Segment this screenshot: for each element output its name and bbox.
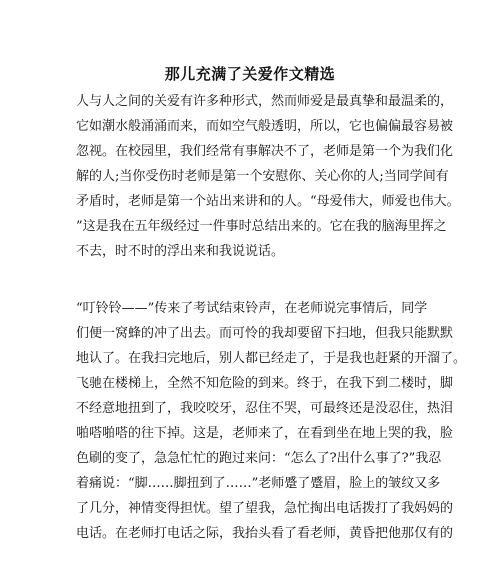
paragraph-1-line-6: ”这是我在五年级经过一件事时总结出来的。它在我的脑海里挥之 bbox=[76, 219, 447, 234]
paragraph-1-line-2: 它如潮水般涌涌而来，而如空气般透明，所以，它也偏偏最容易被 bbox=[76, 119, 454, 134]
paragraph-2-line-8: 着痛说：“脚……脚扭到了……”老师蹙了蹙眉，脸上的皱纹又多 bbox=[76, 476, 441, 491]
page-title: 那儿充满了关爱作文精选 bbox=[164, 65, 336, 83]
paragraph-2-line-7: 色刷的变了，急急忙忙的跑过来问：“怎么了?出什么事了?”我忍 bbox=[76, 451, 442, 466]
paragraph-1-line-3: 忽视。在校园里，我们经常有事解决不了，老师是第一个为我们化 bbox=[76, 144, 454, 159]
paragraph-2-line-6: 啪嗒啪嗒的往下掉。这是，老师来了，在看到坐在地上哭的我，脸 bbox=[76, 426, 454, 441]
paragraph-2-line-1: “叮铃铃——”传来了考试结束铃声，在老师说完事情后，同学 bbox=[76, 301, 428, 316]
paragraph-1-line-7: 不去，时不时的浮出来和我说说话。 bbox=[76, 244, 285, 259]
paragraph-2-line-9: 了几分，神情变得担忧。望了望我，急忙掏出电话拨打了我妈妈的 bbox=[76, 501, 454, 516]
paragraph-2-line-2: 们便一窝蜂的冲了出去。而可怜的我却要留下扫地，但我只能默默 bbox=[76, 326, 454, 341]
paragraph-1-line-4: 解的人;当你受伤时老师是第一个安慰你、关心你的人;当同学间有 bbox=[76, 169, 449, 184]
paragraph-2-line-5: 不经意地扭到了，我咬咬牙，忍住不哭，可最终还是没忍住，热泪 bbox=[76, 401, 454, 416]
paragraph-2-line-10: 电话。在老师打电话之际，我抬头看了看老师，黄昏把他那仅有的 bbox=[76, 526, 454, 541]
paragraph-2-line-4: 飞驰在楼梯上，全然不知危险的到来。终于，在我下到二楼时，脚 bbox=[76, 376, 454, 391]
paragraph-1-line-1: 人与人之间的关爱有许多种形式，然而师爱是最真挚和最温柔的， bbox=[76, 94, 454, 109]
paragraph-1-line-5: 矛盾时，老师是第一个站出来讲和的人。“母爱伟大，师爱也伟大。 bbox=[76, 194, 460, 209]
paragraph-2-line-3: 地认了。在我扫完地后，别人都已经走了，于是我也赶紧的开溜了。 bbox=[76, 351, 467, 366]
